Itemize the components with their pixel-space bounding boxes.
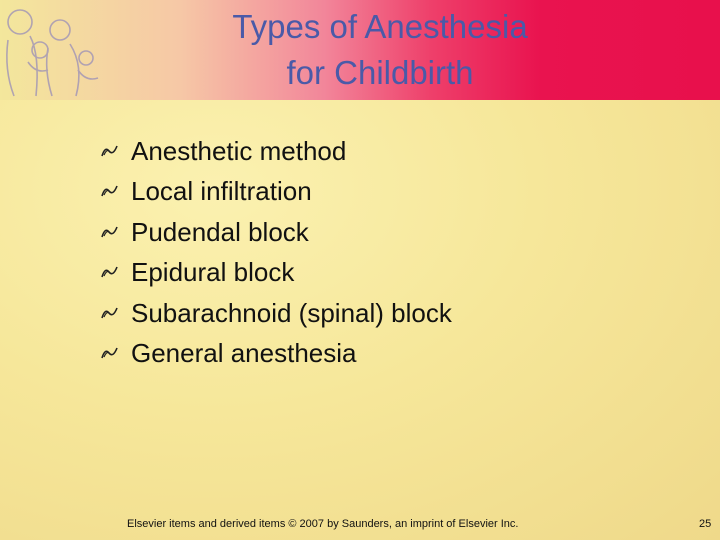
title-line-1: Types of Anesthesia	[232, 8, 528, 45]
title-banner	[0, 0, 720, 100]
wavy-bullet-icon	[100, 264, 120, 280]
family-illustration-icon	[0, 0, 110, 100]
bullet-text: Pudendal block	[131, 216, 309, 247]
wavy-bullet-icon	[100, 183, 120, 199]
wavy-bullet-icon	[100, 305, 120, 321]
wavy-bullet-icon	[100, 224, 120, 240]
bullet-text: Local infiltration	[131, 176, 312, 207]
copyright-footer: Elsevier items and derived items © 2007 by Saunders, an imprint of Elsevier Inc.	[127, 518, 519, 530]
bullet-text: Epidural block	[131, 257, 295, 288]
bullet-text: General anesthesia	[131, 337, 357, 368]
bullet-text: Subarachnoid (spinal) block	[131, 297, 452, 328]
bullet-text: Anesthetic method	[131, 136, 347, 166]
wavy-bullet-icon	[100, 143, 120, 159]
slide-title	[120, 4, 640, 96]
page-number: 25	[699, 518, 712, 530]
title-line-2: for Childbirth	[286, 54, 474, 91]
wavy-bullet-icon	[100, 345, 120, 361]
